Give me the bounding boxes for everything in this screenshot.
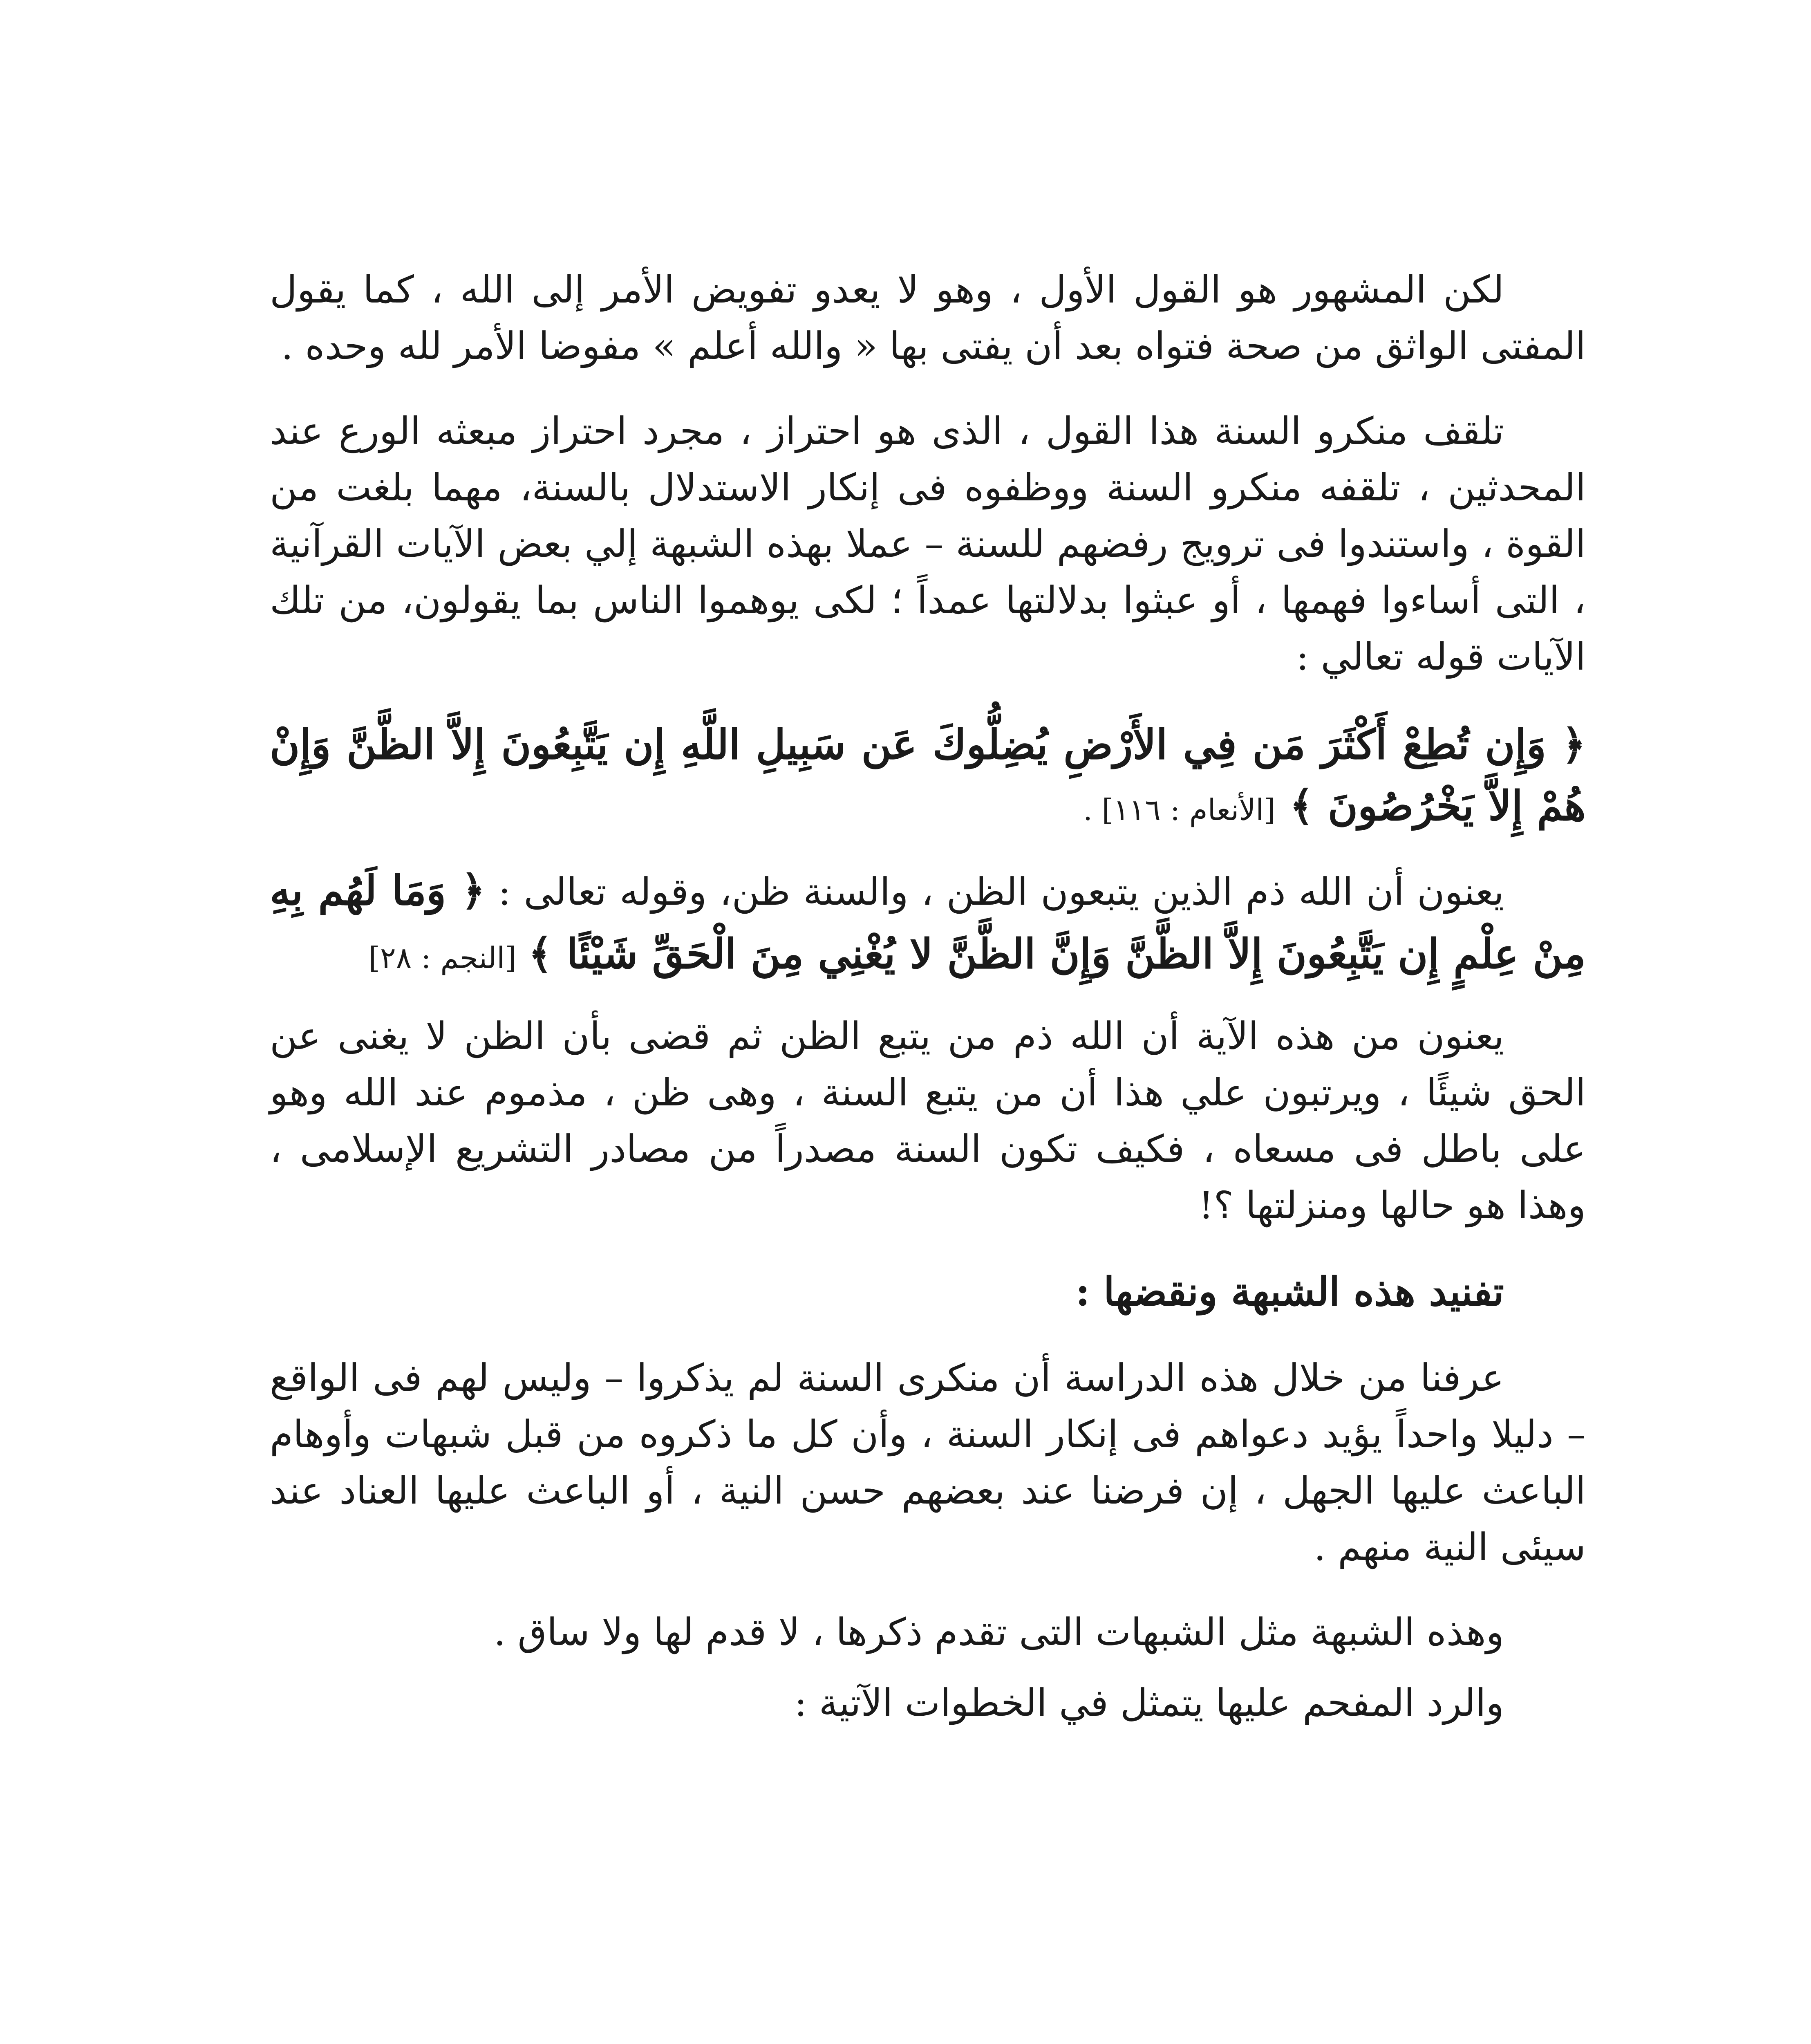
verse-reference: [النجم : ٢٨] (368, 941, 517, 975)
paragraph-5: عرفنا من خلال هذه الدراسة أن منكرى السنة لم يذكروا – وليس لهم فى الواقع – دليلا واحداً يؤيد دعواهم فى إنكار السنة ، وأن كل ما ذكروه من قبل شبهات وأوهام الباعث عليها الجهل ، إن فرضنا عند بعضهم حسن النية ، أو الباعث عليها العناد عند سيئى النية منهم . (270, 1356, 1586, 1569)
paragraph-2: تلقف منكرو السنة هذا القول ، الذى هو احتراز ، مجرد احتراز مبعثه الورع عند المحدثين ، تلقفه منكرو السنة ووظفوه فى إنكار الاستدلال بالسنة، مهما بلغت من القوة ، واستندوا فى ترويج رفضهم للسنة – عملا بهذه الشبهة إلي بعض الآيات القرآنية ، التى أساءوا فهمها ، أو عبثوا بدلالتها عمداً ؛ لكى يوهموا الناس بما يقولون، من تلك الآيات قوله تعالي : (270, 409, 1586, 679)
section-heading: تفنيد هذه الشبهة ونقضها : (1075, 1269, 1504, 1315)
paragraph-6: وهذه الشبهة مثل الشبهات التى تقدم ذكرها ، لا قدم لها ولا ساق . (494, 1610, 1504, 1654)
verse-reference: [الأنعام : ١١٦] . (1083, 793, 1276, 827)
quran-verse-najm: ﴿ وَمَا لَهُم بِهِ مِنْ عِلْمٍ إِن يَتَّبِعُونَ إِلاَّ الظَّنَّ وَإِنَّ الظَّنَّ لا يُغْنِي مِنَ الْحَقِّ شَيْئًا ﴾ (270, 866, 1586, 978)
paragraph-4: يعنون من هذه الآية أن الله ذم من يتبع الظن ثم قضى بأن الظن لا يغنى عن الحق شيئًا ، ويرتبون علي هذا أن من يتبع السنة ، وهى ظن ، مذموم عند الله وهو على باطل فى مسعاه ، فكيف تكون السنة مصدراً من مصادر التشريع الإسلامى ، وهذا هو حالها ومنزلتها ؟! (270, 1014, 1586, 1227)
paragraph-3 (270, 859, 1586, 986)
paragraph-7: والرد المفحم عليها يتمثل في الخطوات الآتية : (794, 1681, 1504, 1725)
page-body (270, 262, 1586, 1746)
verse-text: ﴿ وَإِن تُطِعْ أَكْثَرَ مَن فِي الأَرْضِ يُضِلُّوكَ عَن سَبِيلِ اللَّهِ إِن يَتَّبِعُونَ إِلاَّ الظَّنَّ وَإِنْ هُمْ إِلاَّ يَخْرُصُونَ ﴾ (270, 720, 1586, 830)
paragraph-3-intro: يعنون أن الله ذم الذين يتبعون الظن ، والسنة ظن، وقوله تعالى : (498, 870, 1504, 914)
paragraph-1: لكن المشهور هو القول الأول ، وهو لا يعدو تفويض الأمر إلى الله ، كما يقول المفتى الواثق من صحة فتواه بعد أن يفتى بها « والله أعلم » مفوضا الأمر لله وحده . (270, 268, 1586, 368)
quran-verse-anam (270, 714, 1586, 836)
